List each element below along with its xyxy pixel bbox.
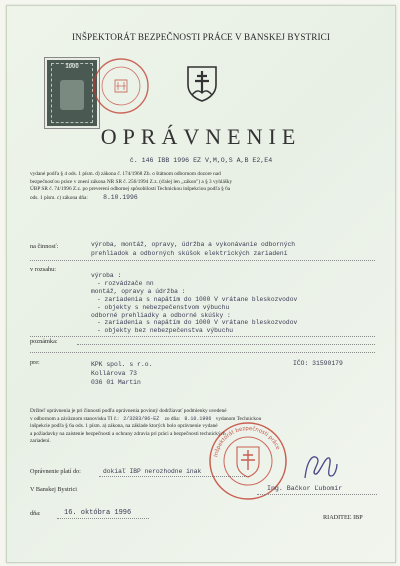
activity-line: výroba, montáž, opravy, údržba a vykonávanie odborných [91, 241, 296, 248]
recipient-street: Kollárova 73 [91, 370, 138, 377]
recipient-label: pre: [30, 359, 40, 366]
activity-text [91, 240, 391, 258]
scope-line: - objekty s nebezpečenstvom výbuchu [97, 303, 230, 311]
issue-date: 8.10.1996 [103, 193, 138, 201]
red-seal-top [91, 56, 151, 116]
certificate-number: č. 146 IBB 1996 EZ V,M,O,S A,B E2,E4 [129, 157, 273, 164]
date-label: dňa: [30, 510, 41, 517]
activity-line: prehliadok a odborných skúšok elektrických zariadení [91, 250, 288, 257]
validity-value: dokiaľ IBP nerozhodne inak [103, 468, 202, 475]
recipient-city: 036 01 Martin [91, 379, 141, 386]
ti-number: 2/3283/96-EZ [123, 415, 160, 422]
scope-line: výroba : [91, 272, 122, 279]
scope-label: v rozsahu: [30, 266, 57, 273]
intro-line: vydané podľa § 4 ods. 1 písm. d) zákona č. 174/1968 Zb. o štátnom odbornom dozore nad [30, 171, 221, 177]
obligation-paragraph [30, 408, 382, 446]
date-underline [57, 518, 149, 519]
recipient-ico: IČO: 31590179 [293, 360, 343, 367]
signer-underline [257, 494, 377, 495]
handwritten-signature [299, 450, 341, 484]
obligation-line: a požiadavky na zaistenie bezpečnosti a ochrany zdravia pri práci a bezpečnosti technických [30, 430, 226, 437]
signer-role: RIADITEĽ IBP [323, 514, 363, 521]
document-title: OPRÁVNENIE [100, 124, 302, 149]
recipient-block [91, 360, 152, 387]
note-label: poznámka: [30, 338, 58, 345]
scope-line: - zariadenia s napätím do 1000 V vrátane bleskozvodov [97, 319, 298, 327]
scope-line: odborné prehliadky a odborné skúšky : [91, 311, 231, 319]
signature-date: 16. októbra 1996 [64, 509, 132, 517]
place: V Banskej Bystrici [30, 486, 77, 493]
scope-line: - objekty bez nebezpečenstva výbuchu [97, 327, 234, 335]
obligation-line: v odbornom a záväznom stanovisku TI č.: 2/3283/96-EZ zo dňa: 8.10.1996 vydanom Technickou [30, 415, 262, 422]
activity-label: na činnosť: [30, 243, 59, 250]
intro-paragraph [30, 171, 382, 202]
revenue-stamp-denomination: 1000 [65, 64, 79, 70]
scope-line: montáž, opravy a údržba : [91, 287, 186, 295]
obligation-line: zariadení. [30, 438, 51, 444]
divider [30, 260, 375, 261]
obligation-line: inšpekcie podľa § 6a ods. 1 písm. a) zákona, na základe ktorých bolo oprávnenie vydané [30, 423, 218, 429]
scope-line: - zariadenia s napätím do 1000 V vrátane bleskozvodov [97, 295, 298, 303]
intro-line: ods. 1 písm. c) zákona dňa: 8.10.1996 [30, 193, 138, 201]
recipient-name: KPK spol. s r.o. [91, 361, 153, 368]
scope-line: - rozvádzače nn [97, 279, 154, 287]
validity-label: Oprávnenie platí do: [30, 468, 81, 475]
obligation-line: Držiteľ oprávnenia je pri činnosti podľa oprávnenia povinný dodržiavať podmienky uvedené [30, 408, 227, 414]
coat-of-arms-icon [186, 65, 218, 103]
divider [30, 336, 375, 337]
certificate-page [6, 5, 396, 563]
scope-text [91, 272, 391, 335]
seal-text: Inšpektorát bezpečnosti práce [213, 425, 281, 458]
institution-header: INŠPEKTORÁT BEZPEČNOSTI PRÁCE V BANSKEJ BYSTRICI [71, 32, 331, 42]
ti-date: 8.10.1996 [184, 415, 212, 422]
intro-line: bezpečnosťou práce v znení zákona NR SR č. 256/1994 Z.z. (ďalej len „zákon") a § 3 vyhlášky [30, 178, 233, 185]
note-line [77, 344, 375, 345]
signer-name: Ing. Bačkor Ľubomír [267, 485, 343, 492]
divider [30, 352, 375, 353]
intro-line: ÚBP SR č. 74/1996 Z.z. po preverení odbornej spôsobilosti Technickou inšpekciou podľa § 6a [30, 186, 231, 192]
